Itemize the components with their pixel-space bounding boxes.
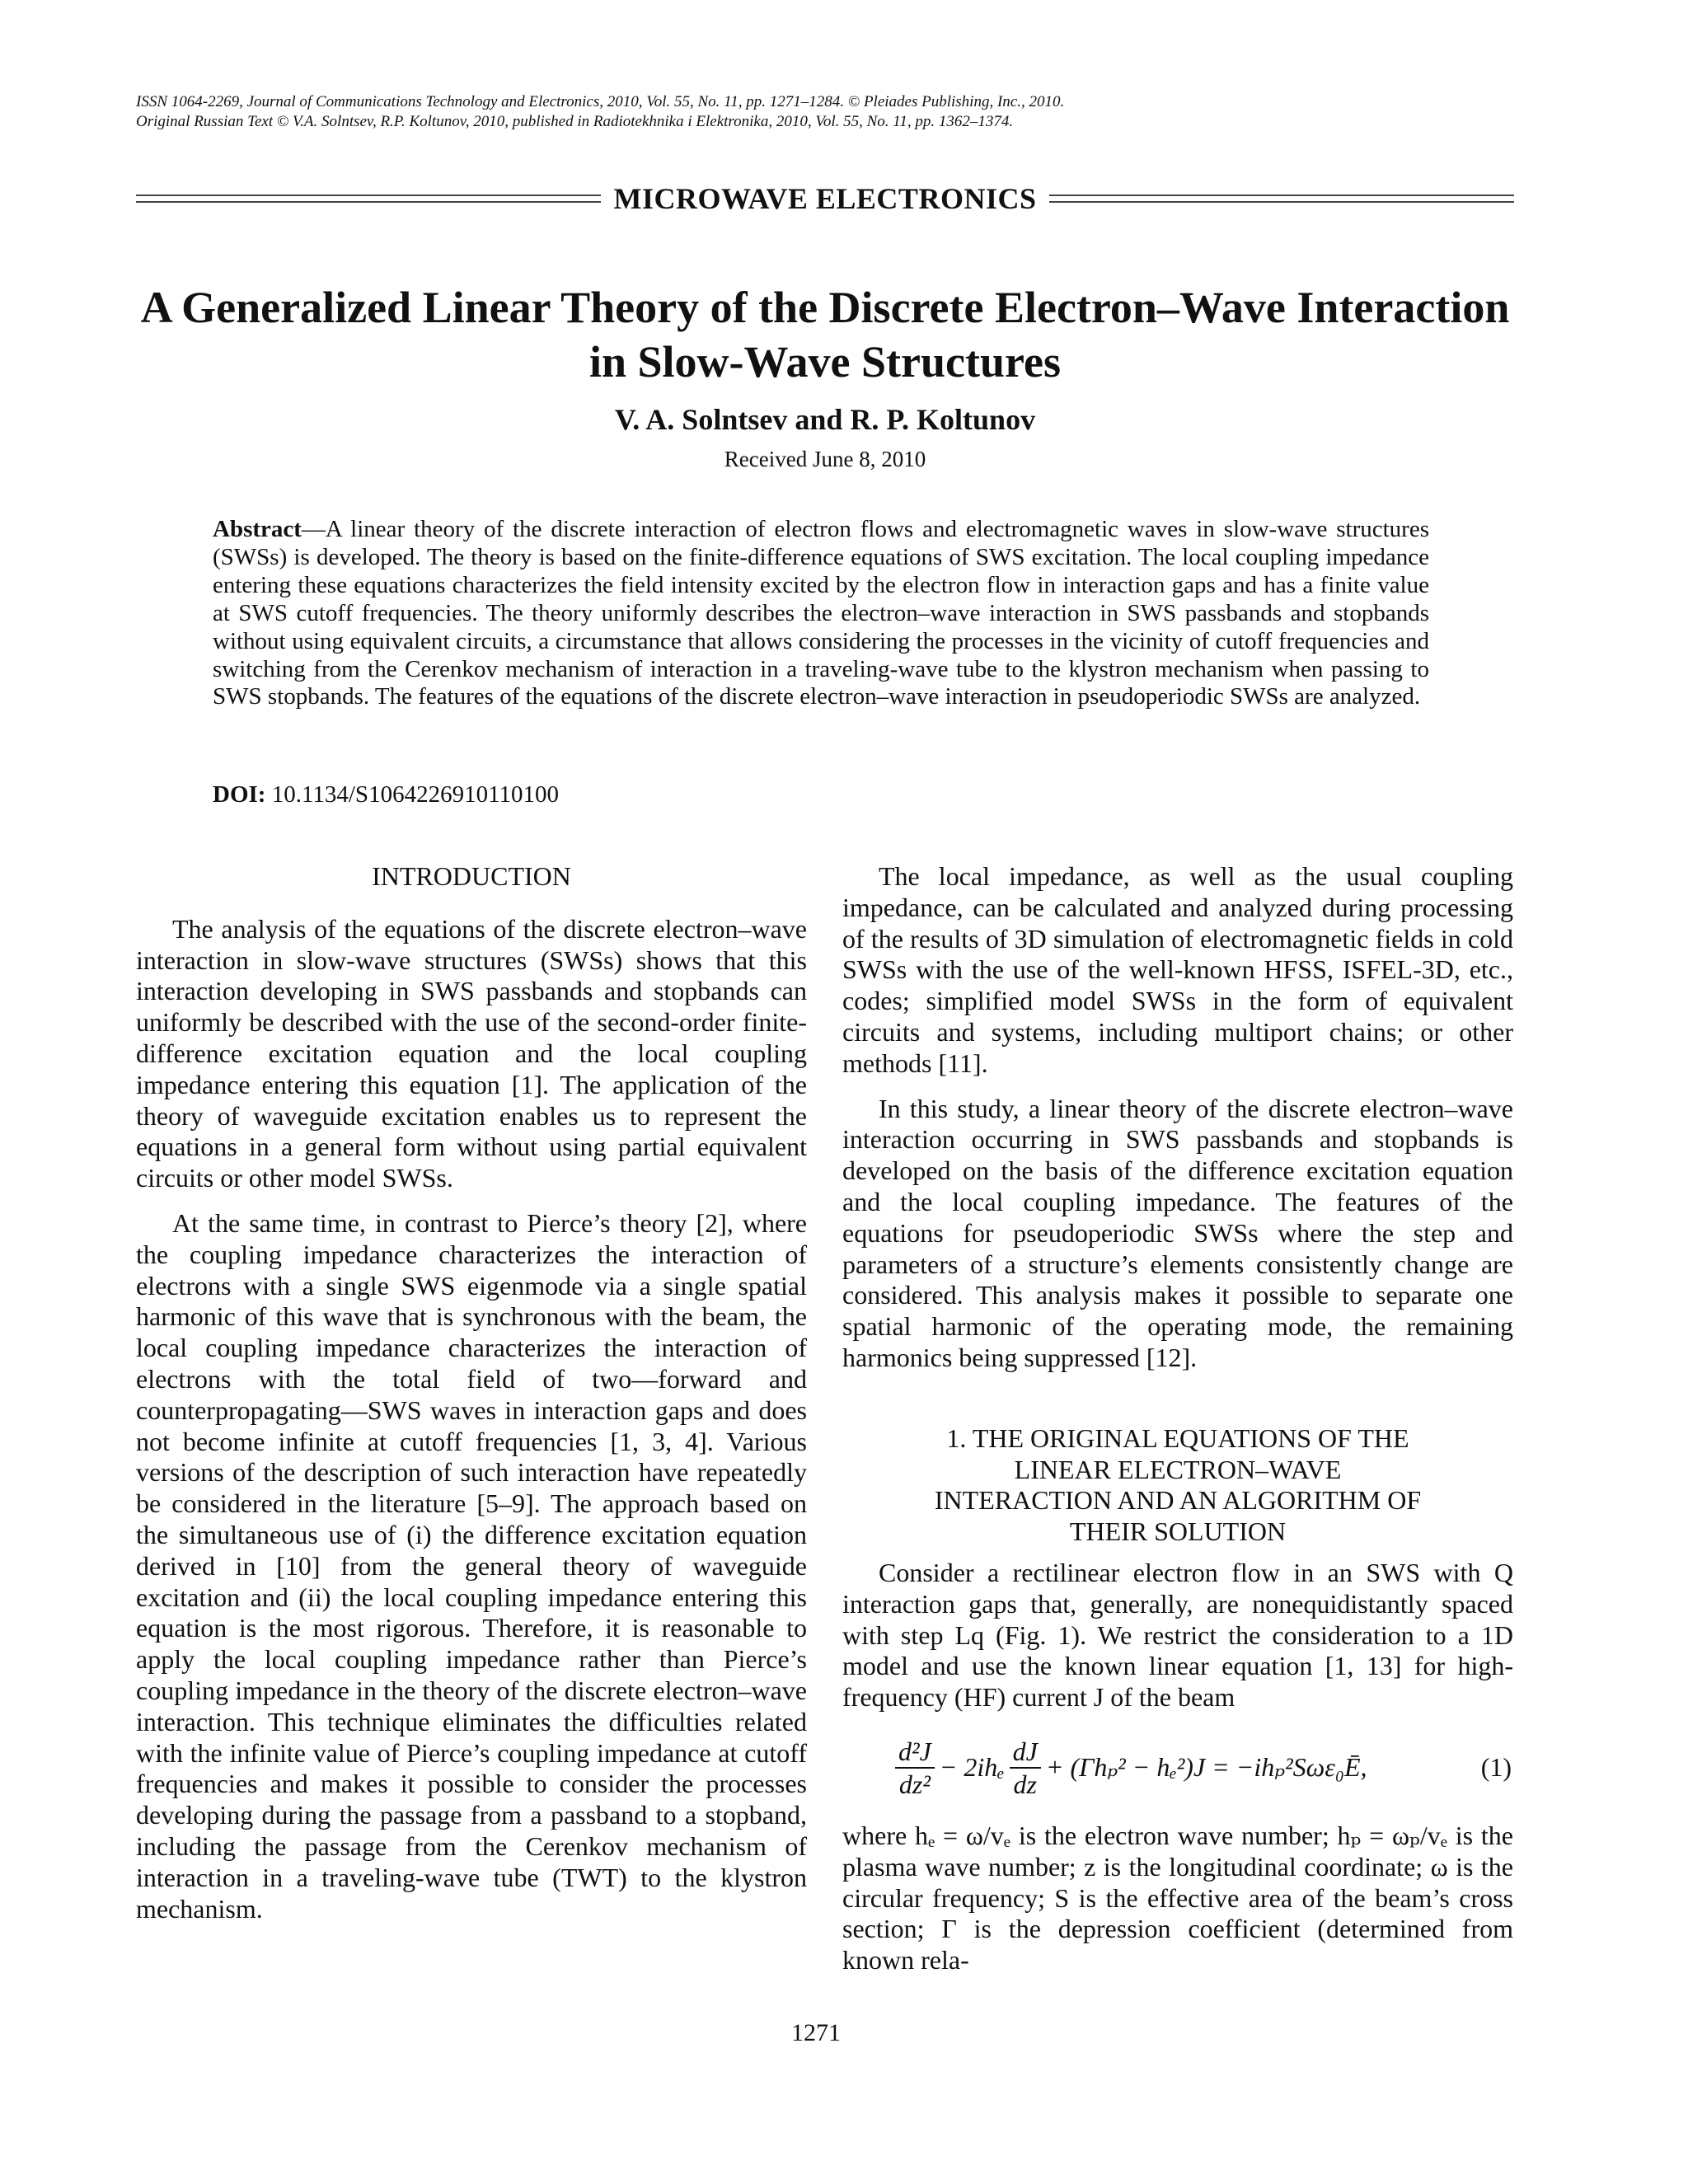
page-number: 1271: [791, 2019, 841, 2046]
left-column: [136, 861, 807, 1924]
doi-value[interactable]: 10.1134/S1064226910110100: [265, 781, 559, 808]
right-column: [842, 861, 1513, 1976]
equation-fraction-d2j-dz2: [895, 1736, 935, 1800]
doi-label: DOI:: [213, 781, 266, 808]
right-paragraph-1: The local impedance, as well as the usual coupling impedance, can be calculated and analyzed during processing of the results of 3D simulation of electromagnetic fields in cold SWSs with the use of the well-known HFSS, ISFEL-3D, etc., codes; simplified model SWSs in the form of equivalent circuits and systems, including multiport chains; or other methods [11].: [842, 861, 1513, 1078]
header-citation-line: ISSN 1064-2269, Journal of Communications Technology and Electronics, 2010, Vol. 55, No. 11, pp. 1271–1284. © Pleiades Publishing, Inc., 2010.: [136, 93, 1065, 110]
received-date: Received June 8, 2010: [724, 447, 926, 471]
banner-rule-right: [1049, 194, 1514, 203]
intro-paragraph-2: At the same time, in contrast to Pierce’s theory [2], where the coupling impedance characterizes the interaction of electrons with a single SWS eigenmode via a single spatial harmonic of this wave that is synchronous with the beam, the local coupling impedance characterizes the interaction of electrons with the total field of two—forward and counterpropagating—SWS waves in interaction gaps and does not become infinite at cutoff frequencies [1, 3, 4]. Various versions of the description of such interaction have repeatedly be considered in the literature [5–9]. The approach based on the simultaneous use of (i) the difference excitation equation derived in [10] from the general theory of waveguide excitation and (ii) the local coupling impedance entering this equation is the most rigorous. Therefore, it is reasonable to apply the local coupling impedance rather than Pierce’s coupling impedance in the theory of the discrete electron–wave interaction. This technique eliminates the difficulties related with the infinite value of Pierce’s coupling impedance at cutoff frequencies and makes it possible to consider the processes developing during the passage from a passband to a stopband, including the passage from the Cerenkov mechanism of interaction in a traveling-wave tube (TWT) to the klystron mechanism.: [136, 1207, 807, 1924]
equation-term: − 2ihₑ: [939, 1752, 1005, 1783]
equation-1-body: [842, 1736, 1367, 1800]
journal-header: [136, 92, 1554, 132]
doi: [213, 781, 559, 808]
section-banner-label: MICROWAVE ELECTRONICS: [613, 182, 1037, 215]
section-banner: [136, 180, 1514, 218]
fraction-denominator: dz²: [898, 1769, 931, 1799]
section-1-paragraph-1: Consider a rectilinear electron flow in an SWS with Q interaction gaps that, generally, are nonequidistantly spaced with step Lq (Fig. 1). We restrict the consideration to a 1D model and use the known linear equation [1, 13] for high-frequency (HF) current J of the beam: [842, 1557, 1513, 1713]
section-1-paragraph-2: where hₑ = ω/vₑ is the electron wave number; hₚ = ωₚ/vₑ is the plasma wave number; z is the longitudinal coordinate; ω is the circular frequency; S is the effective area of the beam’s cross section; Γ is the depression coefficient (determined from known rela-: [842, 1820, 1513, 1975]
paper-title: A Generalized Linear Theory of the Discrete Electron–Wave Interaction in Slow-Wave Structures: [140, 283, 1510, 387]
abstract-text: —A linear theory of the discrete interaction of electron flows and electromagnetic waves in slow-wave structures (SWSs) is developed. The theory is based on the finite-difference equations of SWS excitation. The local coupling impedance entering these equations characterizes the field intensity excited by the electron flow in interaction gaps and has a finite value at SWS cutoff frequencies. The theory uniformly describes the electron–wave interaction in SWS passbands and stopbands without using equivalent circuits, a circumstance that allows considering the processes in the vicinity of cutoff frequencies and switching from the Cerenkov mechanism of interaction in a traveling-wave tube to the klystron mechanism when passing to SWS stopbands. The features of the equations of the discrete electron–wave interaction in pseudoperiodic SWSs are analyzed.: [213, 516, 1429, 710]
equation-term: + (Γhₚ² − hₑ²)J = −ihₚ²Sωε₀Ē,: [1045, 1752, 1367, 1783]
abstract: [213, 516, 1429, 711]
right-paragraph-2: In this study, a linear theory of the discrete electron–wave interaction occurring in SWS passbands and stopbands is developed on the basis of the difference excitation equation and the local coupling impedance. The features of the equations for pseudoperiodic SWSs where the step and parameters of a structure’s elements consistently change are considered. This analysis makes it possible to separate one spatial harmonic of the operating mode, the remaining harmonics being suppressed [12].: [842, 1093, 1513, 1372]
section-1-heading: 1. THE ORIGINAL EQUATIONS OF THE LINEAR ELECTRON–WAVE INTERACTION AND AN ALGORITHM OF THEIR SOLUTION: [934, 1422, 1422, 1547]
equation-number: (1): [1480, 1752, 1512, 1783]
equation-fraction-dj-dz: [1010, 1736, 1041, 1800]
paper-authors: V. A. Solntsev and R. P. Koltunov: [614, 403, 1036, 436]
banner-rule-left: [136, 194, 601, 203]
introduction-heading: INTRODUCTION: [372, 861, 571, 891]
fraction-numerator: d²J: [895, 1736, 935, 1769]
equation-1: [842, 1722, 1513, 1814]
header-original-text-line: Original Russian Text © V.A. Solntsev, R.P. Koltunov, 2010, published in Radiotekhnika i Elektronika, 2010, Vol. 55, No. 11, pp. 1362–1374.: [136, 113, 1014, 130]
fraction-denominator: dz: [1013, 1769, 1037, 1799]
abstract-label: Abstract: [213, 516, 302, 542]
intro-paragraph-1: The analysis of the equations of the discrete electron–wave interaction in slow-wave structures (SWSs) shows that this interaction developing in SWS passbands and stopbands can uniformly be described with the use of the second-order finite-difference excitation equation and the local coupling impedance entering this equation [1]. The application of the theory of waveguide excitation enables us to represent the equations in a general form without using partial equivalent circuits or other model SWSs.: [136, 913, 807, 1193]
fraction-numerator: dJ: [1010, 1736, 1041, 1769]
